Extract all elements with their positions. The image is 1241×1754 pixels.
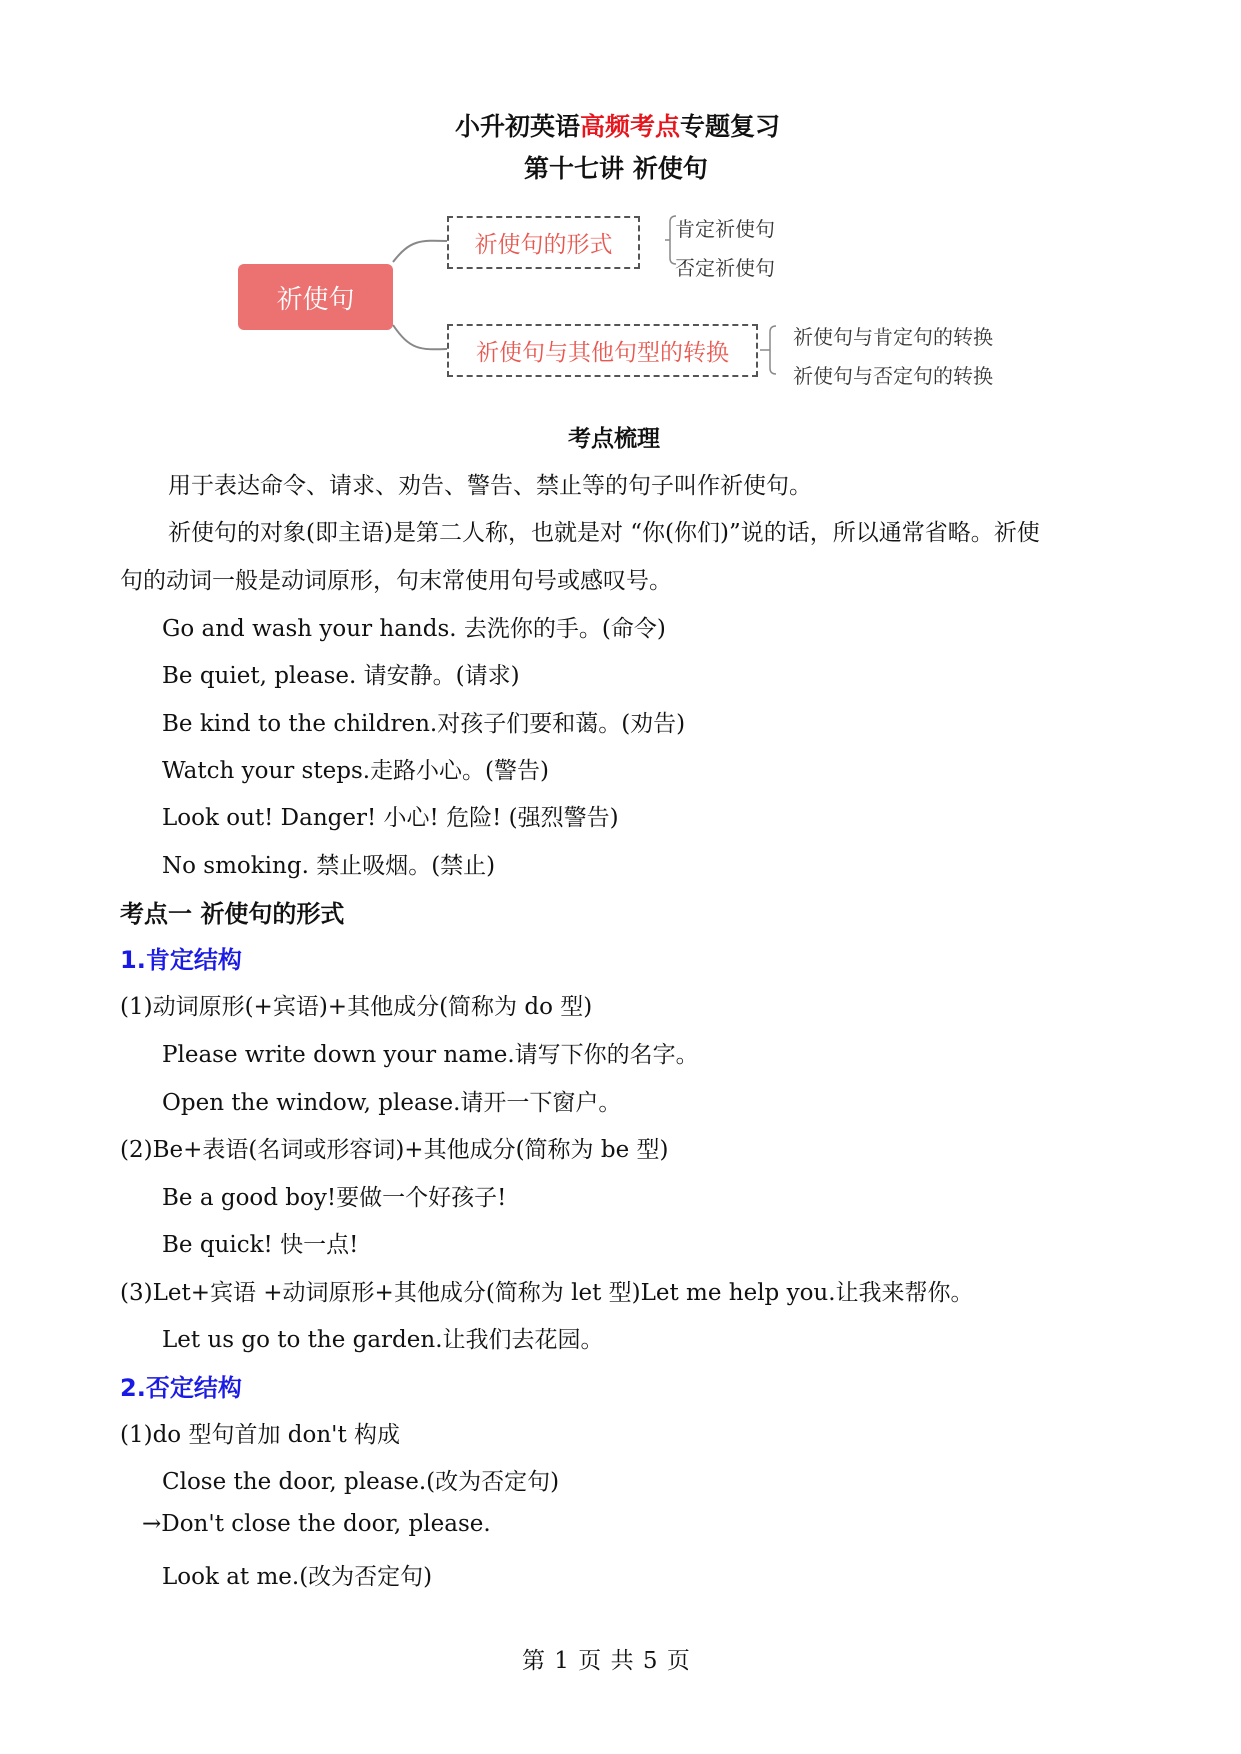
rule2-example-2: Be quick! 快一点! (162, 1232, 359, 1258)
section-title: 考点梳理 (568, 426, 660, 452)
rule2-example-1: Be a good boy!要做一个好孩子! (162, 1185, 507, 1211)
intro-p2b: 句的动词一般是动词原形，句末常使用句号或感叹号。 (120, 568, 672, 594)
leaf-negative: 否定祈使句 (675, 256, 775, 280)
leaf-conv-negative: 祈使句与否定句的转换 (793, 364, 993, 388)
page-footer: 第 1 页 共 5 页 (522, 1648, 691, 1674)
rule3-example-1: Let us go to the garden.让我们去花园。 (162, 1327, 604, 1353)
mindmap-branch-form (447, 216, 640, 269)
title-part2: 专题复习 (680, 112, 781, 141)
example-1: Go and wash your hands. 去洗你的手。(命令) (162, 616, 666, 642)
example-2: Be quiet, please. 请安静。(请求) (162, 663, 520, 689)
intro-p2a: 祈使句的对象(即主语)是第二人称，也就是对 “你(你们)”说的话，所以通常省略。祈使 (168, 520, 1040, 546)
example-6: No smoking. 禁止吸烟。(禁止) (162, 853, 496, 879)
neg-rule1: (1)do 型句首加 don't 构成 (120, 1422, 401, 1448)
point1-sub2: 2.否定结构 (120, 1374, 242, 1402)
leaf-positive: 肯定祈使句 (675, 217, 775, 241)
neg-example-2: Look at me.(改为否定句) (162, 1564, 433, 1590)
rule1-example-2: Open the window, please.请开一下窗户。 (162, 1090, 622, 1116)
mindmap-root: 祈使句 (238, 264, 393, 330)
neg-answer-1: →Don't close the door, please. (142, 1511, 491, 1537)
example-5: Look out! Danger! 小心! 危险! (强烈警告) (162, 805, 619, 831)
neg-example-1: Close the door, please.(改为否定句) (162, 1469, 560, 1495)
intro-p1: 用于表达命令、请求、劝告、警告、禁止等的句子叫作祈使句。 (168, 473, 812, 499)
leaf-conv-positive: 祈使句与肯定句的转换 (793, 325, 993, 349)
title-part1: 小升初英语 (455, 112, 581, 141)
point1-sub1: 1.肯定结构 (120, 946, 242, 974)
branch-conversion-label: 祈使句与其他句型的转换 (476, 340, 729, 366)
rule2: (2)Be+表语(名词或形容词)+其他成分(简称为 be 型) (120, 1137, 669, 1163)
point1-title: 考点一 祈使句的形式 (120, 900, 345, 928)
rule1-example-1: Please write down your name.请写下你的名字。 (162, 1042, 699, 1068)
branch-form-label: 祈使句的形式 (474, 232, 613, 258)
title-highlight: 高频考点 (580, 112, 681, 141)
mindmap-branch-conversion (447, 324, 758, 377)
example-4: Watch your steps.走路小心。(警告) (162, 758, 550, 784)
rule1: (1)动词原形(+宾语)+其他成分(简称为 do 型) (120, 994, 593, 1020)
example-3: Be kind to the children.对孩子们要和蔼。(劝告) (162, 711, 686, 737)
rule3: (3)Let+宾语 +动词原形+其他成分(简称为 let 型)Let me help you.让我来帮你。 (120, 1280, 974, 1306)
lecture-title: 第十七讲 祈使句 (524, 154, 708, 183)
